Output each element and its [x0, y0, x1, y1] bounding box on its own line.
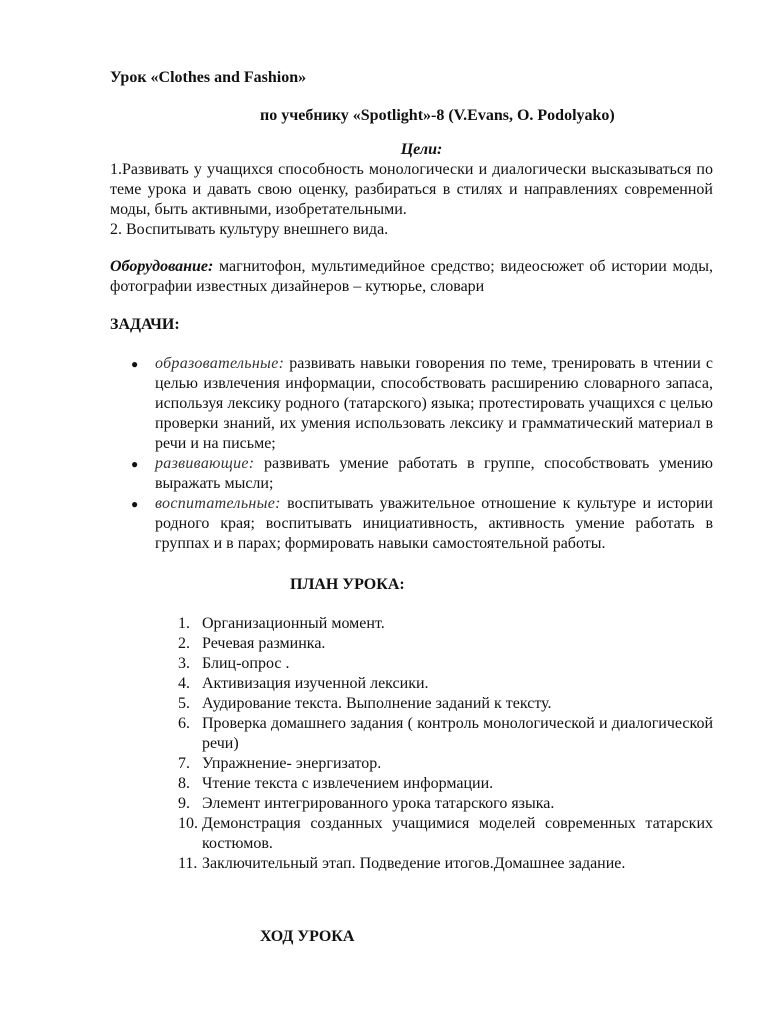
plan-item-text: Заключительный этап. Подведение итогов.Домашнее задание. — [202, 855, 626, 872]
goal-item-2: 2. Воспитывать культуру внешнего вида. — [110, 221, 389, 238]
equipment-label: Оборудование: — [110, 258, 214, 275]
plan-list — [110, 614, 713, 874]
task-text: развивать умение работать в группе, способствовать умению выражать мысли; — [155, 455, 713, 492]
plan-item-text: Демонстрация созданных учащимися моделей современных татарских костюмов. — [202, 815, 713, 852]
plan-item-text: Блиц-опрос . — [202, 655, 290, 672]
plan-item-number: 8. — [178, 775, 190, 792]
plan-item-text: Аудирование текста. Выполнение заданий к тексту. — [202, 695, 552, 712]
plan-item-text: Организационный момент. — [202, 615, 385, 632]
tasks-list — [110, 354, 713, 554]
plan-item-text: Активизация изученной лексики. — [202, 675, 429, 692]
plan-item-text: Упражнение- энергизатор. — [202, 755, 382, 772]
plan-item-number: 6. — [178, 715, 190, 732]
task-label: воспитательные: — [155, 495, 281, 512]
task-item-upbringing — [131, 494, 713, 554]
lesson-title: Урок «Clothes and Fashion» — [110, 69, 307, 86]
tasks-heading: ЗАДАЧИ: — [110, 316, 180, 333]
plan-item-text: Элемент интегрированного урока татарского языка. — [202, 795, 555, 812]
plan-item — [178, 694, 713, 714]
equipment-text: магнитофон, мультимедийное средство; видеосюжет об истории моды, фотографии известных дизайнеров – кутюрье, словари — [110, 258, 713, 295]
plan-item — [178, 674, 713, 694]
plan-item — [178, 654, 713, 674]
goal-item-1: 1.Развивать у учащихся способность монологически и диалогически высказываться по теме урока и давать свою оценку, разбираться в стилях и направлениях современной моды, быть активными, изобретательными. — [110, 161, 713, 218]
task-label: образовательные: — [155, 355, 285, 372]
plan-item-number: 4. — [178, 675, 190, 692]
plan-item-text: Проверка домашнего задания ( контроль монологической и диалогической речи) — [202, 715, 713, 752]
plan-item-number: 9. — [178, 795, 190, 812]
plan-item — [178, 774, 713, 794]
task-item-educational — [131, 354, 713, 454]
goals-heading: Цели: — [400, 141, 443, 158]
bullet-icon: ● — [131, 497, 139, 511]
equipment-paragraph — [110, 257, 713, 297]
plan-item — [178, 794, 713, 814]
plan-heading: ПЛАН УРОКА: — [290, 576, 405, 593]
plan-item — [178, 714, 713, 754]
course-heading: ХОД УРОКА — [260, 928, 355, 945]
plan-item — [178, 814, 713, 854]
task-text: воспитывать уважительное отношение к культуре и истории родного края; воспитывать инициативность, активность умение работать в группах и в парах; формировать навыки самостоятельной работы. — [155, 495, 713, 552]
plan-item-text: Чтение текста с извлечением информации. — [202, 775, 494, 792]
plan-item-number: 10. — [178, 815, 198, 832]
plan-item-number: 5. — [178, 695, 190, 712]
plan-item-number: 3. — [178, 655, 190, 672]
bullet-icon: ● — [131, 457, 139, 471]
plan-item-number: 2. — [178, 635, 190, 652]
task-item-developmental — [131, 454, 713, 494]
plan-item-number: 11. — [178, 855, 198, 872]
task-label: развивающие: — [155, 455, 255, 472]
plan-item-text: Речевая разминка. — [202, 635, 326, 652]
bullet-icon: ● — [131, 357, 139, 371]
textbook-subtitle: по учебнику «Spotlight»-8 (V.Evans, O. Podolyako) — [260, 107, 615, 124]
plan-item — [178, 854, 713, 874]
plan-item — [178, 754, 713, 774]
plan-item-number: 7. — [178, 755, 190, 772]
task-text: развивать навыки говорения по теме, тренировать в чтении с целью извлечения информации, способствовать расширению словарного запаса, используя лексику родного (татарского) языка; протестировать учащихся с целью проверки знаний, их умения использовать лексику и грамматический материал в речи и на письме; — [155, 355, 713, 452]
plan-item-number: 1. — [178, 615, 190, 632]
document-page — [110, 68, 713, 947]
plan-item — [178, 614, 713, 634]
plan-item — [178, 634, 713, 654]
